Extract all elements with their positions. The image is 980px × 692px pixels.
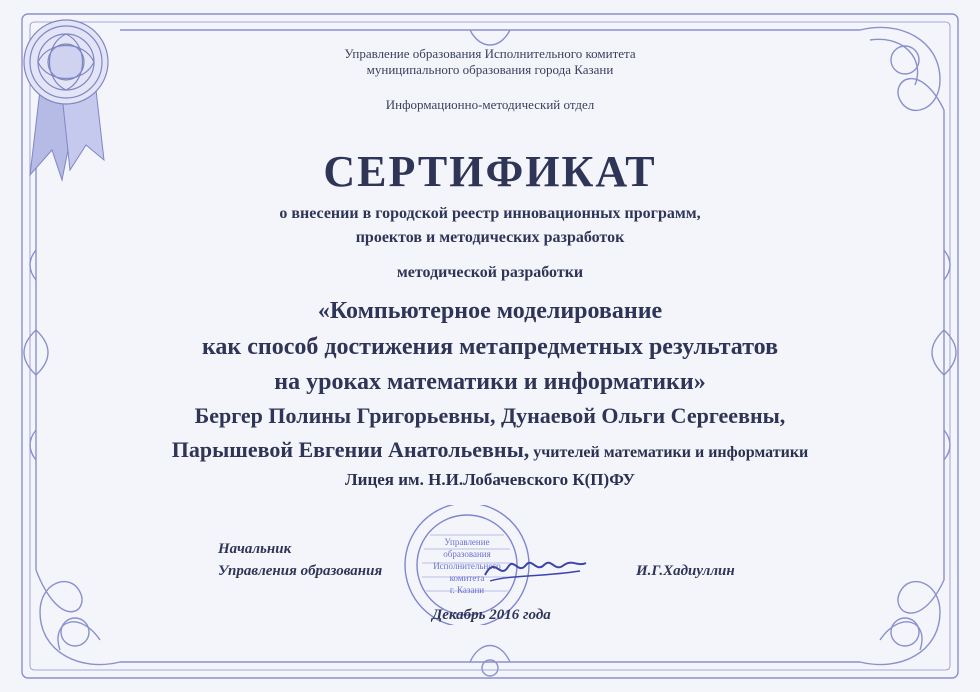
svg-text:комитета: комитета: [449, 573, 485, 583]
certificate-title: СЕРТИФИКАТ: [323, 147, 657, 196]
authors-role: учителей математики и информатики: [529, 444, 809, 461]
org-line2: муниципального образования города Казани: [366, 62, 614, 77]
development-line1: «Компьютерное моделирование: [317, 298, 663, 324]
authors-names: Парышевой Евгении Анатольевны,: [171, 437, 530, 462]
subtitle-line2: проектов и методических разработок: [355, 229, 625, 246]
subtitle-line1: о внесении в городской реестр инновационных программ,: [279, 205, 701, 222]
authors-line2: [0, 437, 980, 463]
svg-text:Исполнительного: Исполнительного: [433, 561, 501, 571]
signatory-position-line1: Начальник: [218, 541, 292, 557]
svg-text:Управление: Управление: [444, 537, 490, 547]
signatory-name: И.Г.Хадиуллин: [636, 563, 735, 579]
authors-line1: Бергер Полины Григорьевны, Дунаевой Ольги Сергеевны,: [194, 403, 786, 428]
authors-line3: Лицея им. Н.И.Лобачевского К(П)ФУ: [345, 470, 635, 489]
subtitle-line3: методической разработки: [396, 264, 584, 281]
development-line2: как способ достижения метапредметных результатов: [201, 334, 779, 360]
signatory-position-line2: Управления образования: [218, 563, 383, 579]
development-line3: на уроках математики и информатики»: [274, 369, 706, 395]
department: Информационно-методический отдел: [385, 97, 595, 112]
svg-text:г. Казани: г. Казани: [449, 585, 485, 595]
certificate-date: Декабрь 2016 года: [432, 607, 551, 623]
handwritten-signature: [480, 545, 590, 590]
svg-text:образования: образования: [443, 549, 491, 559]
org-line1: Управление образования Исполнительного комитета: [344, 46, 636, 61]
